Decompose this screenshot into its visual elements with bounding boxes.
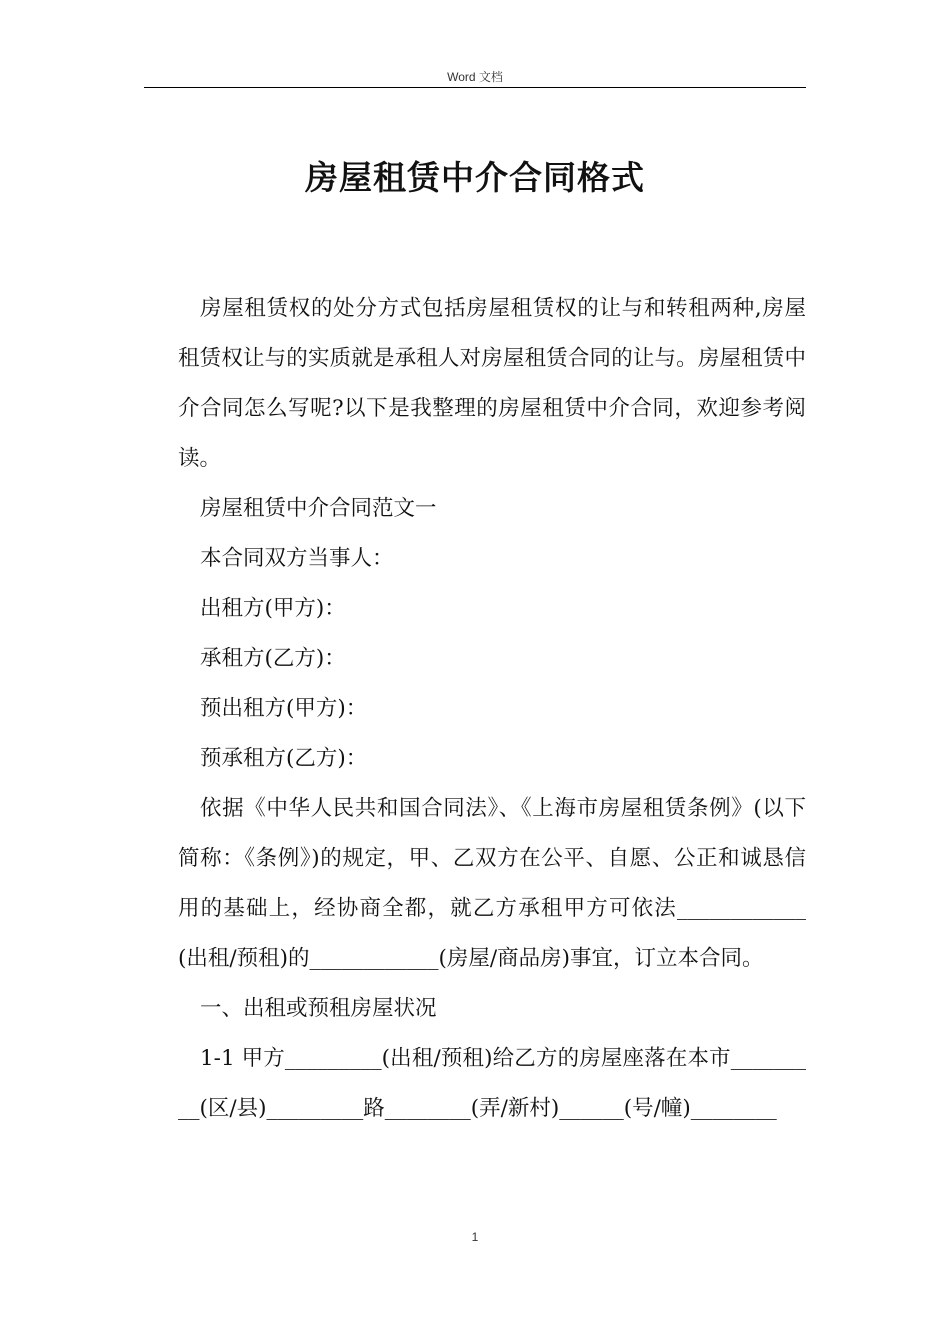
sample-heading: 房屋租赁中介合同范文一 [200,496,437,521]
pre-lessee-line: 预承租方(乙方)： [200,746,368,771]
legal-basis-paragraph: 依据《中华人民共和国合同法》、《上海市房屋租赁条例》(以下简称：《条例》)的规定，甲、乙双方在公平、自愿、公正和诚恳信用的基础上，经协商全都，就乙方承租甲方可依法____________(出租/预租)的____________(房屋/商品房)事宜，订立本合同。 [178,796,806,971]
clause-1-1: 1-1 甲方_________(出租/预租)给乙方的房屋座落在本市_________(区/县)_________路________(弄/新村)______(号/幢)________ [178,1046,806,1121]
section-heading: 一、出租或预租房屋状况 [200,996,437,1021]
page-number: 1 [471,1230,479,1244]
lessor-line: 出租方(甲方)： [200,596,346,621]
lessee-line: 承租方(乙方)： [200,646,346,671]
document-title: 房屋租赁中介合同格式 [305,158,645,197]
header-divider [144,87,806,88]
page-header: Word 文档 [447,70,503,84]
parties-label: 本合同双方当事人： [200,546,394,571]
pre-lessor-line: 预出租方(甲方)： [200,696,368,721]
document-body [178,284,806,1134]
intro-paragraph: 房屋租赁权的处分方式包括房屋租赁权的让与和转租两种,房屋租赁权让与的实质就是承租人对房屋租赁合同的让与。房屋租赁中介合同怎么写呢?以下是我整理的房屋租赁中介合同，欢迎参考阅读。 [178,296,806,471]
